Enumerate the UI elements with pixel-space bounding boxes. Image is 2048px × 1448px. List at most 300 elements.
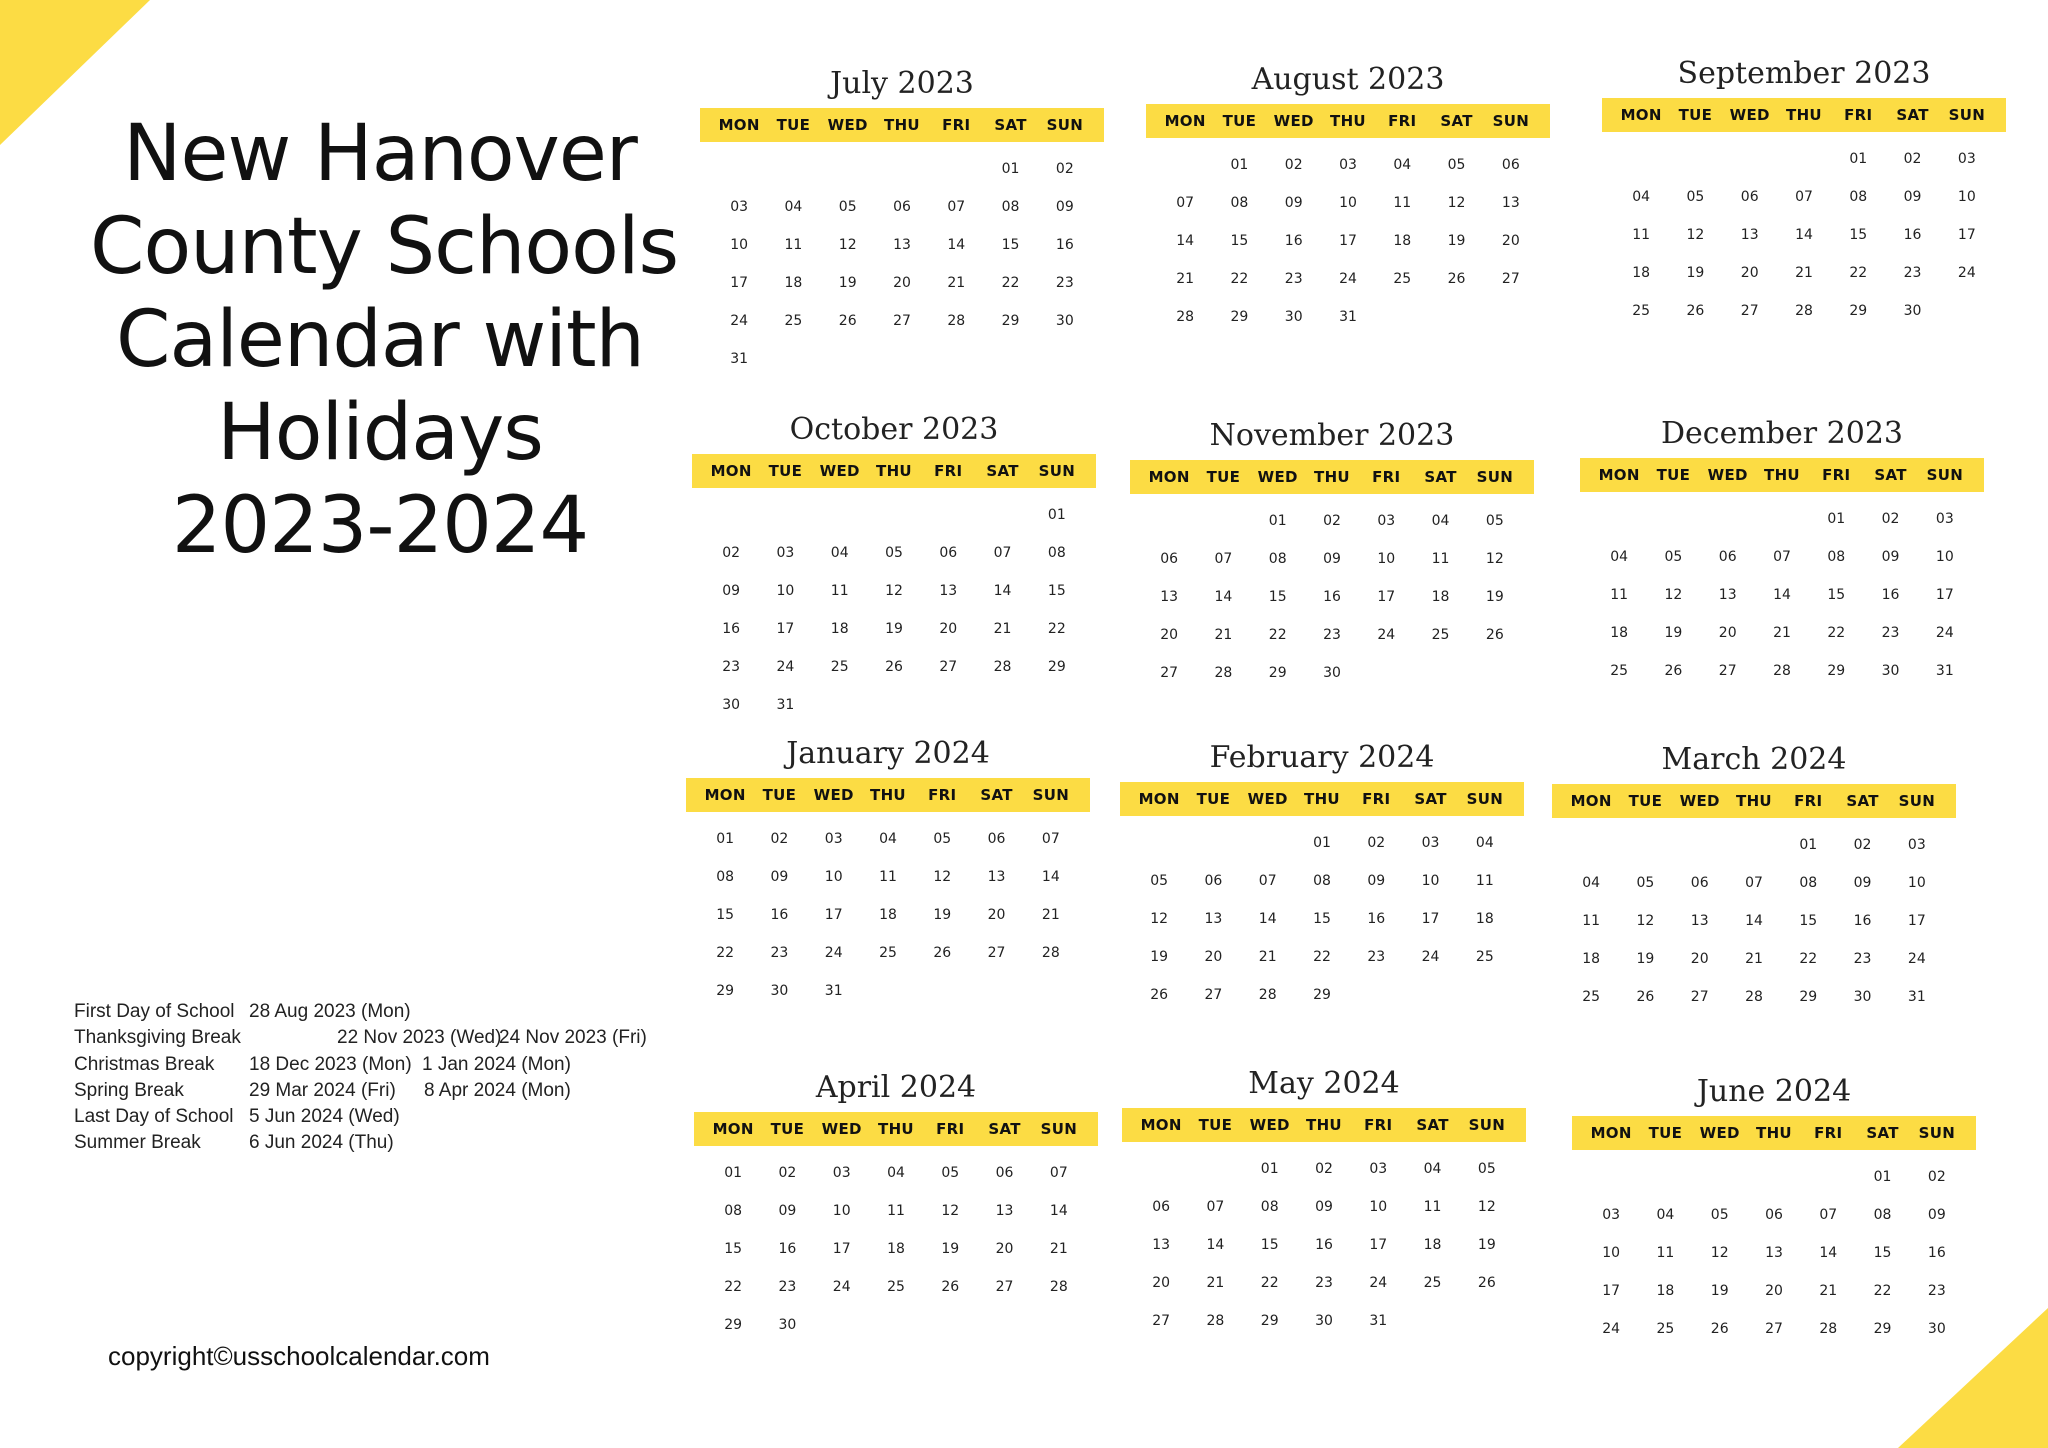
day-cell: 11: [1656, 1245, 1675, 1261]
weekday-label: THU: [1736, 792, 1772, 810]
day-cell: 04: [1632, 189, 1651, 205]
day-cell: 20: [1152, 1275, 1171, 1291]
weekday-header: [1552, 784, 1956, 818]
day-cell: 15: [1799, 913, 1818, 929]
day-cell: 20: [1204, 949, 1223, 965]
day-cell: 31: [1907, 989, 1926, 1005]
day-cell: 18: [1431, 589, 1450, 605]
day-cell: 19: [1710, 1283, 1729, 1299]
day-cell: 23: [1315, 1275, 1333, 1291]
weekday-label: WED: [1729, 106, 1770, 124]
weekday-label: WED: [1257, 468, 1298, 486]
day-cell: 17: [1935, 587, 1954, 603]
month-calendar: [1130, 414, 1534, 692]
day-cell: 16: [1315, 1237, 1333, 1253]
day-cell: 23: [1881, 625, 1900, 641]
days-grid: [1122, 1142, 1526, 1340]
weekday-label: TUE: [770, 1120, 805, 1138]
event-start-date: 18 Dec 2023 (Mon): [249, 1053, 412, 1075]
weekday-label: FRI: [1362, 790, 1391, 808]
day-cell: 22: [1230, 271, 1249, 287]
weekday-label: SUN: [1046, 116, 1084, 134]
day-cell: 14: [993, 583, 1012, 599]
day-cell: 22: [1827, 625, 1846, 641]
weekday-header: [1146, 104, 1550, 138]
day-cell: 17: [776, 621, 795, 637]
weekday-label: SUN: [1948, 106, 1986, 124]
day-cell: 12: [1710, 1245, 1729, 1261]
day-cell: 24: [1935, 625, 1954, 641]
days-grid: [700, 142, 1104, 378]
weekday-label: TUE: [1628, 792, 1663, 810]
day-cell: 16: [778, 1241, 797, 1257]
event-label: Last Day of School: [74, 1106, 234, 1128]
month-title: March 2024: [1661, 742, 1847, 777]
weekday-label: TUE: [1678, 106, 1713, 124]
day-cell: 30: [1323, 665, 1341, 681]
title-line: County Schools: [90, 202, 679, 292]
weekday-label: SUN: [1466, 790, 1504, 808]
day-cell: 13: [1765, 1245, 1783, 1261]
day-cell: 25: [1632, 303, 1651, 319]
day-cell: 31: [730, 351, 749, 367]
day-cell: 04: [1610, 549, 1629, 565]
weekday-label: SAT: [1440, 112, 1473, 130]
day-cell: 02: [1903, 151, 1922, 167]
day-cell: 05: [1636, 875, 1655, 891]
weekday-label: THU: [1786, 106, 1822, 124]
day-cell: 12: [885, 583, 903, 599]
weekday-label: FRI: [934, 462, 963, 480]
day-cell: 19: [1664, 625, 1683, 641]
weekday-label: WED: [827, 116, 868, 134]
day-cell: 27: [987, 945, 1006, 961]
day-cell: 22: [724, 1279, 743, 1295]
day-cell: 01: [1047, 507, 1066, 523]
month-title: September 2023: [1677, 56, 1931, 91]
day-cell: 30: [1903, 303, 1922, 319]
day-cell: 19: [933, 907, 952, 923]
day-cell: 04: [1431, 513, 1450, 529]
day-cell: 07: [993, 545, 1012, 561]
days-grid: [1572, 1150, 1976, 1348]
day-cell: 15: [1873, 1245, 1892, 1261]
weekday-header: [1602, 98, 2006, 132]
day-cell: 20: [1160, 627, 1179, 643]
day-cell: 21: [947, 275, 966, 291]
day-cell: 07: [1041, 831, 1060, 847]
day-cell: 05: [838, 199, 857, 215]
day-cell: 30: [722, 697, 741, 713]
day-cell: 25: [1656, 1321, 1675, 1337]
month-calendar: [700, 62, 1104, 378]
days-grid: [1602, 132, 2006, 330]
day-cell: 25: [784, 313, 803, 329]
weekday-label: FRI: [1814, 1124, 1843, 1142]
day-cell: 15: [1260, 1237, 1279, 1253]
day-cell: 27: [1152, 1313, 1171, 1329]
weekday-label: SAT: [1416, 1116, 1449, 1134]
day-cell: 11: [830, 583, 849, 599]
day-cell: 18: [879, 907, 897, 923]
day-cell: 28: [993, 659, 1012, 675]
day-cell: 29: [1799, 989, 1818, 1005]
month-calendar: [1120, 736, 1524, 1014]
weekday-label: WED: [1273, 112, 1314, 130]
day-cell: 26: [1710, 1321, 1729, 1337]
day-cell: 08: [1230, 195, 1249, 211]
day-cell: 11: [1475, 873, 1494, 889]
day-cell: 06: [1690, 875, 1709, 891]
day-cell: 17: [1602, 1283, 1621, 1299]
day-cell: 10: [824, 869, 843, 885]
day-cell: 27: [1718, 663, 1737, 679]
weekday-label: SAT: [1846, 792, 1879, 810]
day-cell: 13: [987, 869, 1006, 885]
day-cell: 18: [1393, 233, 1412, 249]
weekday-label: WED: [1699, 1124, 1740, 1142]
day-cell: 28: [1214, 665, 1233, 681]
day-cell: 28: [947, 313, 966, 329]
day-cell: 20: [1718, 625, 1737, 641]
day-cell: 15: [724, 1241, 743, 1257]
day-cell: 06: [893, 199, 911, 215]
day-cell: 26: [1447, 271, 1466, 287]
day-cell: 12: [1636, 913, 1655, 929]
day-cell: 22: [1001, 275, 1020, 291]
day-cell: 06: [939, 545, 958, 561]
day-cell: 06: [995, 1165, 1014, 1181]
weekday-label: TUE: [1198, 1116, 1233, 1134]
day-cell: 07: [1214, 551, 1233, 567]
weekday-label: SAT: [1896, 106, 1929, 124]
event-label: Thanksgiving Break: [74, 1027, 241, 1049]
day-cell: 17: [1377, 589, 1396, 605]
day-cell: 21: [1258, 949, 1277, 965]
day-cell: 31: [1339, 309, 1357, 325]
weekday-label: SUN: [1492, 112, 1530, 130]
day-cell: 01: [1799, 837, 1818, 853]
weekday-label: SUN: [1468, 1116, 1506, 1134]
weekday-label: MON: [718, 116, 760, 134]
day-cell: 26: [941, 1279, 960, 1295]
weekday-label: FRI: [1364, 1116, 1393, 1134]
day-cell: 10: [1421, 873, 1440, 889]
day-cell: 08: [1849, 189, 1868, 205]
title-line: Holidays: [217, 388, 543, 478]
day-cell: 04: [1423, 1161, 1442, 1177]
day-cell: 07: [1049, 1165, 1068, 1181]
day-cell: 11: [784, 237, 803, 253]
day-cell: 19: [1636, 951, 1655, 967]
day-cell: 16: [1927, 1245, 1946, 1261]
day-cell: 27: [939, 659, 958, 675]
day-cell: 03: [1339, 157, 1357, 173]
day-cell: 12: [1477, 1199, 1496, 1215]
weekday-label: MON: [1138, 790, 1180, 808]
day-cell: 17: [824, 907, 843, 923]
weekday-label: THU: [1304, 790, 1340, 808]
day-cell: 25: [1475, 949, 1494, 965]
weekday-label: SUN: [1040, 1120, 1078, 1138]
month-title: April 2024: [815, 1070, 977, 1105]
day-cell: 30: [1284, 309, 1303, 325]
day-cell: 01: [1827, 511, 1846, 527]
weekday-label: FRI: [942, 116, 971, 134]
day-cell: 25: [879, 945, 897, 961]
day-cell: 19: [1485, 589, 1504, 605]
day-cell: 24: [1907, 951, 1926, 967]
day-cell: 25: [1582, 989, 1601, 1005]
day-cell: 21: [1041, 907, 1060, 923]
day-cell: 21: [1745, 951, 1763, 967]
day-cell: 06: [1204, 873, 1223, 889]
day-cell: 26: [1636, 989, 1655, 1005]
weekday-label: SUN: [1898, 792, 1936, 810]
day-cell: 31: [776, 697, 795, 713]
day-cell: 06: [1765, 1207, 1783, 1223]
day-cell: 02: [1853, 837, 1872, 853]
day-cell: 18: [1582, 951, 1601, 967]
weekday-header: [1130, 460, 1534, 494]
month-title: October 2023: [789, 412, 999, 447]
event-start-date: 22 Nov 2023 (Wed): [337, 1027, 502, 1049]
day-cell: 03: [1369, 1161, 1388, 1177]
day-cell: 27: [1765, 1321, 1783, 1337]
day-cell: 11: [879, 869, 897, 885]
day-cell: 14: [1819, 1245, 1838, 1261]
day-cell: 11: [1431, 551, 1450, 567]
day-cell: 18: [1632, 265, 1651, 281]
day-cell: 02: [770, 831, 789, 847]
day-cell: 05: [933, 831, 952, 847]
weekday-label: FRI: [1844, 106, 1873, 124]
day-cell: 04: [1475, 835, 1494, 851]
weekday-label: THU: [1306, 1116, 1342, 1134]
day-cell: 16: [1903, 227, 1922, 243]
day-cell: 16: [1853, 913, 1872, 929]
day-cell: 25: [887, 1279, 905, 1295]
month-calendar: [1552, 738, 1956, 1016]
day-cell: 26: [1664, 663, 1683, 679]
day-cell: 09: [1284, 195, 1303, 211]
weekday-label: WED: [819, 462, 860, 480]
day-cell: 23: [1055, 275, 1074, 291]
weekday-label: FRI: [928, 786, 957, 804]
weekday-label: SAT: [988, 1120, 1021, 1138]
day-cell: 28: [1206, 1313, 1225, 1329]
days-grid: [1580, 492, 1984, 690]
weekday-header: [686, 778, 1090, 812]
weekday-label: THU: [1756, 1124, 1792, 1142]
month-title: December 2023: [1661, 416, 1903, 451]
day-cell: 15: [1849, 227, 1868, 243]
event-label: Summer Break: [74, 1132, 201, 1154]
day-cell: 06: [1160, 551, 1179, 567]
day-cell: 01: [1313, 835, 1331, 851]
weekday-label: WED: [1679, 792, 1720, 810]
day-cell: 24: [824, 945, 843, 961]
day-cell: 13: [939, 583, 958, 599]
weekday-header: [692, 454, 1096, 488]
weekday-label: THU: [870, 786, 906, 804]
day-cell: 27: [1690, 989, 1709, 1005]
month-title: November 2023: [1209, 418, 1455, 453]
day-cell: 16: [1881, 587, 1900, 603]
day-cell: 23: [1927, 1283, 1946, 1299]
day-cell: 23: [1853, 951, 1872, 967]
month-calendar: [1580, 412, 1984, 690]
day-cell: 02: [778, 1165, 797, 1181]
day-cell: 29: [716, 983, 735, 999]
weekday-label: MON: [712, 1120, 754, 1138]
day-cell: 27: [893, 313, 911, 329]
weekday-label: THU: [878, 1120, 914, 1138]
day-cell: 01: [724, 1165, 743, 1181]
month-calendar: [692, 408, 1096, 724]
weekday-label: THU: [884, 116, 920, 134]
day-cell: 26: [1485, 627, 1504, 643]
day-cell: 05: [885, 545, 903, 561]
day-cell: 21: [1795, 265, 1813, 281]
weekday-header: [694, 1112, 1098, 1146]
day-cell: 22: [1313, 949, 1331, 965]
day-cell: 12: [1664, 587, 1683, 603]
day-cell: 20: [1501, 233, 1520, 249]
day-cell: 08: [1260, 1199, 1279, 1215]
weekday-header: [1572, 1116, 1976, 1150]
day-cell: 14: [1041, 869, 1060, 885]
day-cell: 18: [1610, 625, 1629, 641]
day-cell: 19: [1447, 233, 1466, 249]
day-cell: 14: [1745, 913, 1763, 929]
day-cell: 10: [1935, 549, 1954, 565]
day-cell: 09: [1367, 873, 1386, 889]
day-cell: 26: [1150, 987, 1169, 1003]
day-cell: 03: [1935, 511, 1954, 527]
day-cell: 20: [1740, 265, 1759, 281]
day-cell: 29: [1827, 663, 1846, 679]
weekday-label: THU: [1764, 466, 1800, 484]
day-cell: 23: [1903, 265, 1922, 281]
days-grid: [694, 1146, 1098, 1344]
day-cell: 30: [1881, 663, 1900, 679]
day-cell: 17: [1957, 227, 1976, 243]
day-cell: 08: [1827, 549, 1846, 565]
day-cell: 18: [1475, 911, 1494, 927]
day-cell: 24: [1421, 949, 1440, 965]
day-cell: 24: [730, 313, 749, 329]
day-cell: 20: [995, 1241, 1014, 1257]
day-cell: 13: [1160, 589, 1179, 605]
day-cell: 05: [1447, 157, 1466, 173]
day-cell: 12: [1485, 551, 1504, 567]
event-start-date: 5 Jun 2024 (Wed): [249, 1106, 400, 1128]
day-cell: 29: [1849, 303, 1868, 319]
month-title: February 2024: [1209, 740, 1435, 775]
weekday-label: SUN: [1926, 466, 1964, 484]
day-cell: 18: [1423, 1237, 1442, 1253]
day-cell: 29: [1313, 987, 1331, 1003]
day-cell: 15: [1047, 583, 1066, 599]
weekday-label: SAT: [980, 786, 1013, 804]
day-cell: 30: [1853, 989, 1872, 1005]
weekday-label: TUE: [1648, 1124, 1683, 1142]
day-cell: 12: [1686, 227, 1705, 243]
event-label: First Day of School: [74, 1001, 235, 1022]
weekday-label: TUE: [1196, 790, 1231, 808]
day-cell: 19: [1477, 1237, 1496, 1253]
day-cell: 13: [1204, 911, 1223, 927]
day-cell: 01: [1230, 157, 1249, 173]
event-end-date: 1 Jan 2024 (Mon): [422, 1053, 571, 1075]
day-cell: 12: [1150, 911, 1169, 927]
day-cell: 05: [1686, 189, 1705, 205]
day-cell: 20: [1765, 1283, 1783, 1299]
weekday-label: WED: [1249, 1116, 1290, 1134]
day-cell: 21: [1176, 271, 1195, 287]
day-cell: 08: [724, 1203, 743, 1219]
day-cell: 06: [1152, 1199, 1171, 1215]
day-cell: 12: [941, 1203, 960, 1219]
day-cell: 27: [1740, 303, 1759, 319]
day-cell: 13: [893, 237, 911, 253]
day-cell: 19: [1150, 949, 1169, 965]
day-cell: 07: [1773, 549, 1791, 565]
day-cell: 22: [1873, 1283, 1892, 1299]
day-cell: 05: [1710, 1207, 1729, 1223]
day-cell: 11: [1582, 913, 1601, 929]
weekday-label: FRI: [1388, 112, 1417, 130]
day-cell: 13: [1718, 587, 1737, 603]
day-cell: 23: [1323, 627, 1341, 643]
weekday-label: SUN: [1038, 462, 1076, 480]
title-line: 2023-2024: [171, 481, 589, 571]
day-cell: 09: [770, 869, 789, 885]
day-cell: 08: [1047, 545, 1066, 561]
day-cell: 26: [838, 313, 857, 329]
day-cell: 14: [947, 237, 966, 253]
day-cell: 07: [1258, 873, 1277, 889]
day-cell: 01: [716, 831, 735, 847]
event-start-date: 6 Jun 2024 (Thu): [249, 1132, 394, 1154]
day-cell: 03: [1602, 1207, 1621, 1223]
day-cell: 09: [1927, 1207, 1946, 1223]
day-cell: 11: [1393, 195, 1412, 211]
day-cell: 09: [1853, 875, 1872, 891]
day-cell: 10: [1377, 551, 1396, 567]
day-cell: 24: [776, 659, 795, 675]
day-cell: 09: [778, 1203, 797, 1219]
day-cell: 03: [832, 1165, 851, 1181]
weekday-label: FRI: [1372, 468, 1401, 486]
day-cell: 29: [1001, 313, 1020, 329]
day-cell: 01: [1268, 513, 1287, 529]
weekday-label: SUN: [1476, 468, 1514, 486]
day-cell: 19: [838, 275, 857, 291]
day-cell: 12: [933, 869, 952, 885]
day-cell: 02: [1881, 511, 1900, 527]
day-cell: 16: [1367, 911, 1386, 927]
day-cell: 10: [832, 1203, 851, 1219]
weekday-label: TUE: [1656, 466, 1691, 484]
day-cell: 31: [1369, 1313, 1388, 1329]
weekday-label: FRI: [936, 1120, 965, 1138]
day-cell: 29: [724, 1317, 743, 1333]
day-cell: 30: [778, 1317, 797, 1333]
day-cell: 30: [1315, 1313, 1333, 1329]
day-cell: 28: [1745, 989, 1763, 1005]
